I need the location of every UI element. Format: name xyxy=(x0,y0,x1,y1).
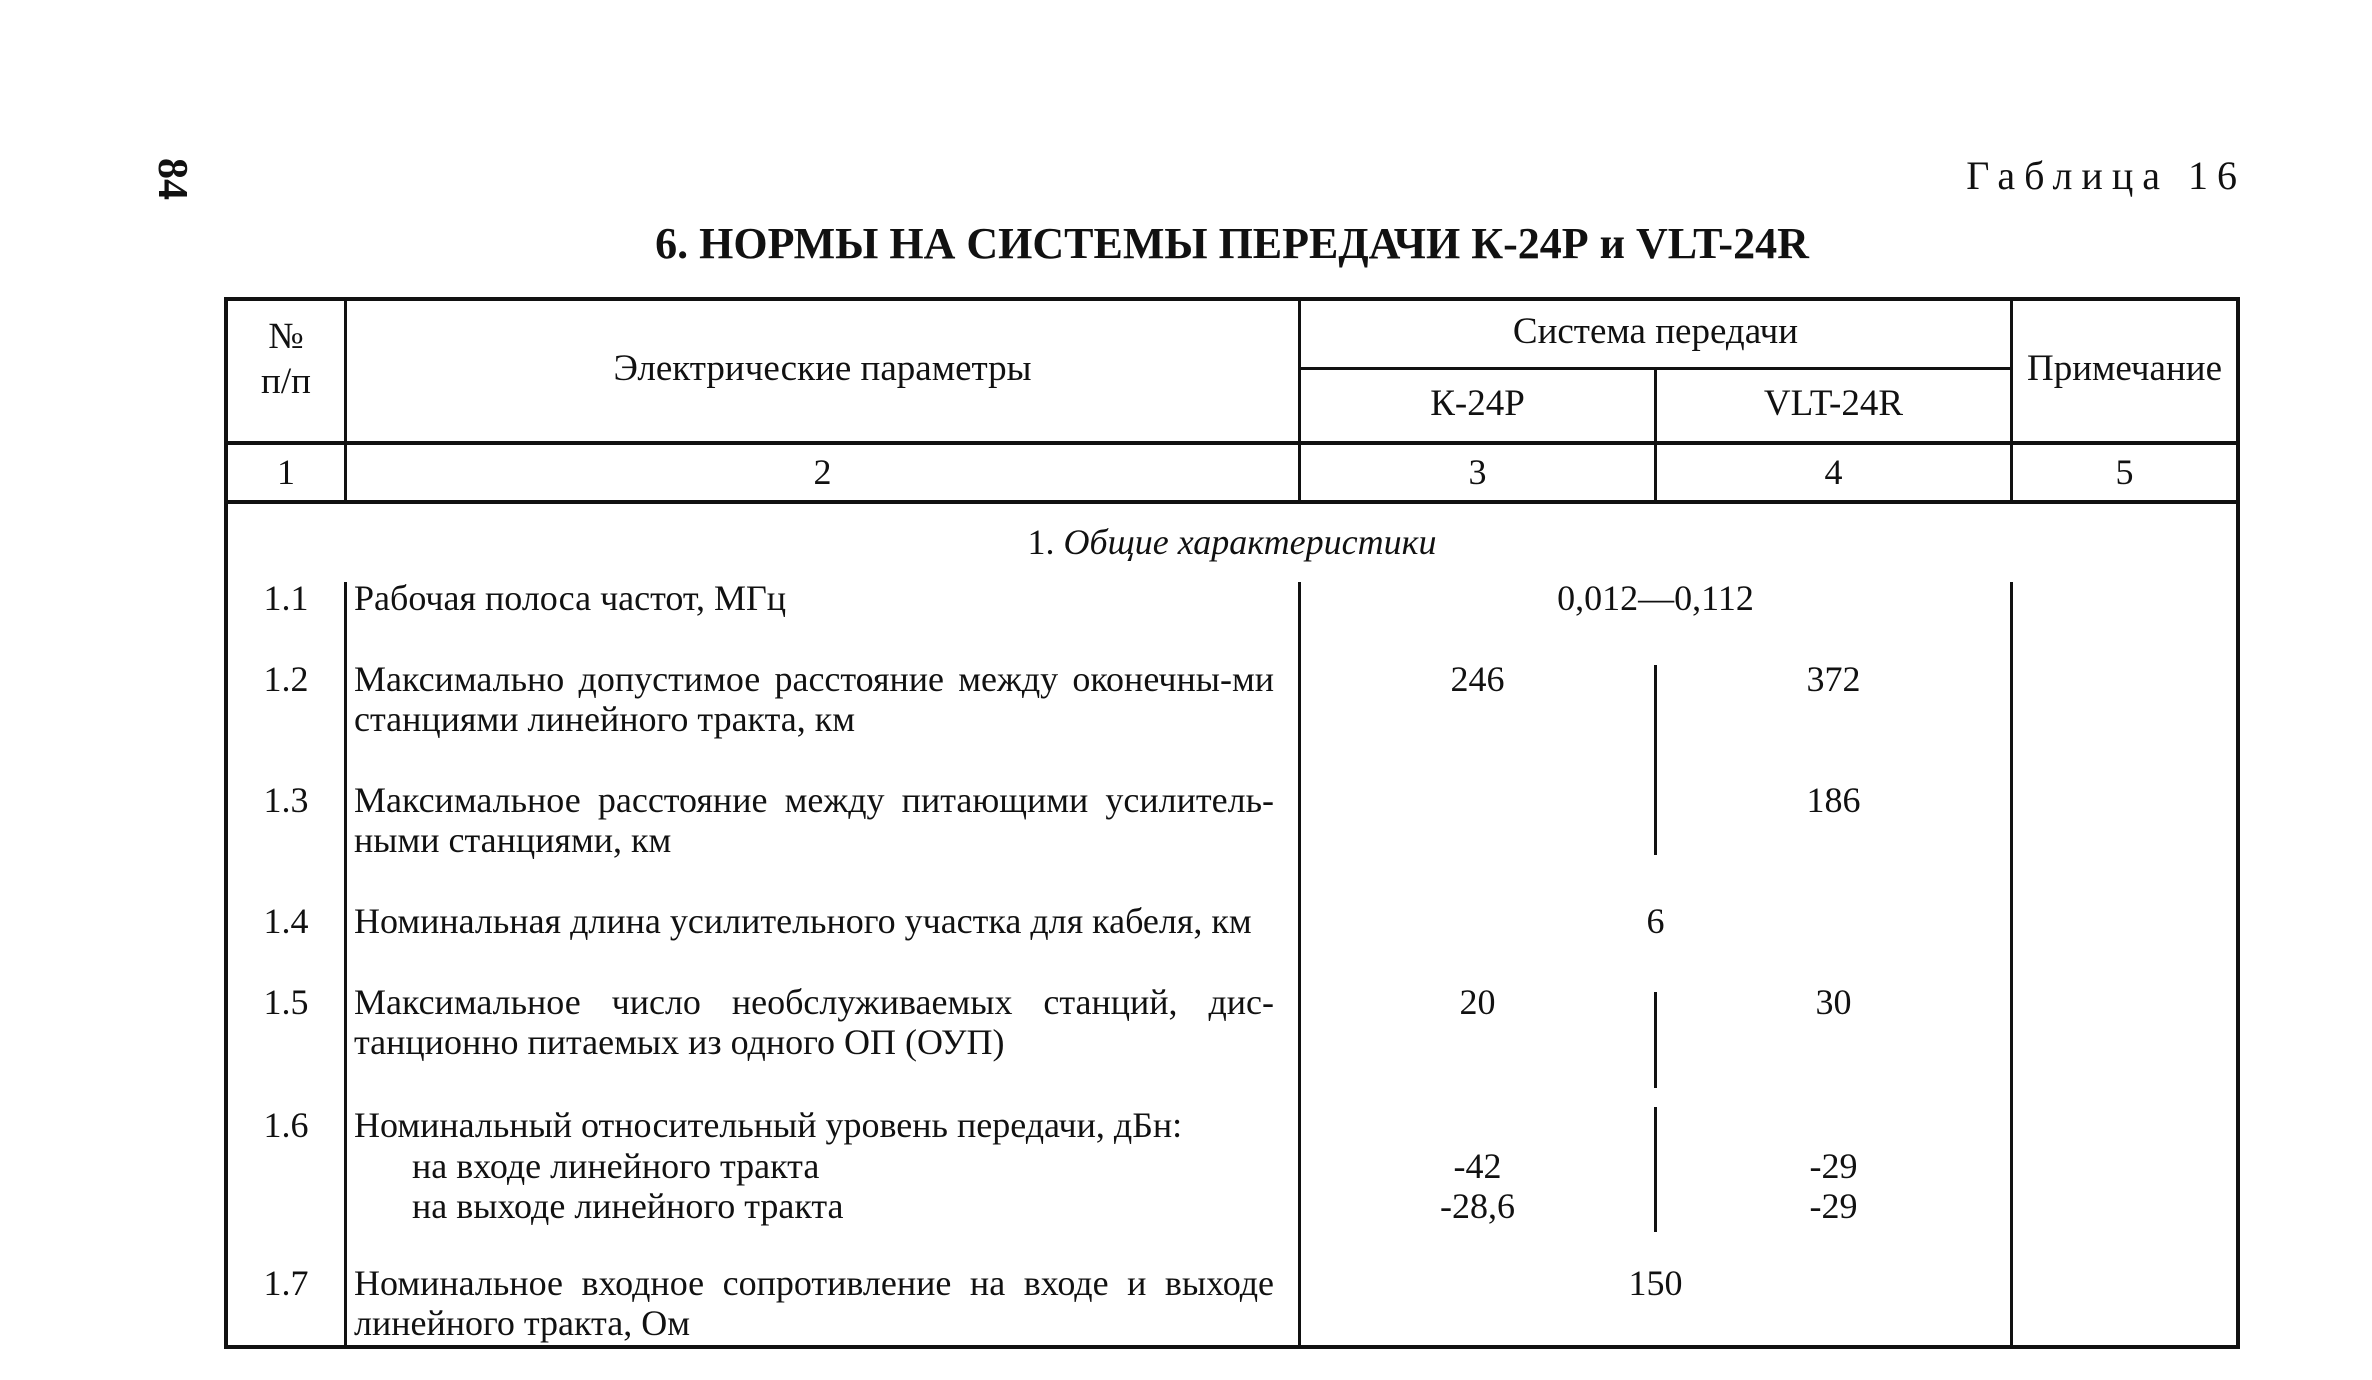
row-1-3-vlt: 186 xyxy=(1806,780,1861,820)
row-1-4-value: 6 xyxy=(1646,901,1665,941)
row-1-2-param: Максимально допустимое расстояние между оконечны-ми станциями линейного тракта, км xyxy=(354,659,1274,739)
row-1-6-sub-1-label: на входе линейного тракта xyxy=(412,1146,820,1186)
col-number-4: 4 xyxy=(1824,452,1843,492)
row-1-5-num: 1.5 xyxy=(263,982,309,1022)
header-num-pp: п/п xyxy=(261,361,311,402)
body-vline-1 xyxy=(344,582,347,1349)
table-right-border xyxy=(2236,297,2240,1349)
row-1-1-param: Рабочая полоса частот, МГц xyxy=(354,578,787,618)
header-num: № xyxy=(268,316,304,357)
row-1-1-num: 1.1 xyxy=(263,578,309,618)
row-1-6-sub-1-vlt: -29 xyxy=(1809,1146,1858,1186)
row-1-6-sub-1-k24: -42 xyxy=(1453,1146,1502,1186)
row-1-5-param: Максимальное число необслуживаемых станций, дис-танционно питаемых из одного ОП (ОУП) xyxy=(354,982,1274,1062)
col-number-3: 3 xyxy=(1468,452,1487,492)
section-name: Общие характеристики xyxy=(1063,522,1437,562)
norms-table xyxy=(224,297,2240,1349)
row-1-6-num: 1.6 xyxy=(263,1105,309,1145)
col-number-1: 1 xyxy=(277,452,295,492)
col-number-2: 2 xyxy=(813,452,832,492)
header-divider xyxy=(224,441,2240,445)
page-number: 84 xyxy=(149,158,195,200)
col-numbers-divider xyxy=(224,500,2240,504)
row-1-2-vlt: 372 xyxy=(1806,659,1861,699)
col-number-5: 5 xyxy=(2115,452,2134,492)
row-1-6-param: Номинальный относительный уровень передачи, дБн: xyxy=(354,1105,1183,1145)
row-1-7-num: 1.7 xyxy=(263,1263,309,1303)
table-top-border xyxy=(224,297,2240,301)
row-1-6-sub-2-label: на выходе линейного тракта xyxy=(412,1186,844,1226)
row-1-6-sub-2-k24: -28,6 xyxy=(1440,1186,1515,1226)
table-label: Габлица 16 xyxy=(1966,153,2246,198)
header-vlt: VLT-24R xyxy=(1763,383,1904,424)
row-1-2-num: 1.2 xyxy=(263,659,309,699)
document-title: 6. НОРМЫ НА СИСТЕМЫ ПЕРЕДАЧИ К-24Р и VLT-24R xyxy=(655,219,1809,268)
row-1-1-value: 0,012—0,112 xyxy=(1557,578,1754,618)
table-bottom-border xyxy=(224,1345,2240,1349)
row-1-4-param: Номинальная длина усилительного участка для кабеля, км xyxy=(354,901,1252,941)
section-number: 1. xyxy=(1027,522,1055,562)
header-k24: К-24Р xyxy=(1430,383,1525,424)
section-title xyxy=(224,522,2240,562)
row-1-7-param: Номинальное входное сопротивление на входе и выходе линейного тракта, Ом xyxy=(354,1263,1274,1343)
row-1-2-k24: 246 xyxy=(1450,659,1505,699)
row-1-5-k24: 20 xyxy=(1459,982,1496,1022)
row-1-3-num: 1.3 xyxy=(263,780,309,820)
row-1-3-param: Максимальное расстояние между питающими усилитель-ными станциями, км xyxy=(354,780,1274,860)
header-system: Система передачи xyxy=(1512,311,1799,352)
body-vline-4 xyxy=(2010,582,2013,1349)
row-1-7-value: 150 xyxy=(1628,1263,1683,1303)
header-params: Электрические параметры xyxy=(613,348,1032,389)
header-note: Примечание xyxy=(2027,348,2222,389)
row-1-4-num: 1.4 xyxy=(263,901,309,941)
row-1-6-sub-2-vlt: -29 xyxy=(1809,1186,1858,1226)
row-1-5-vlt: 30 xyxy=(1815,982,1852,1022)
